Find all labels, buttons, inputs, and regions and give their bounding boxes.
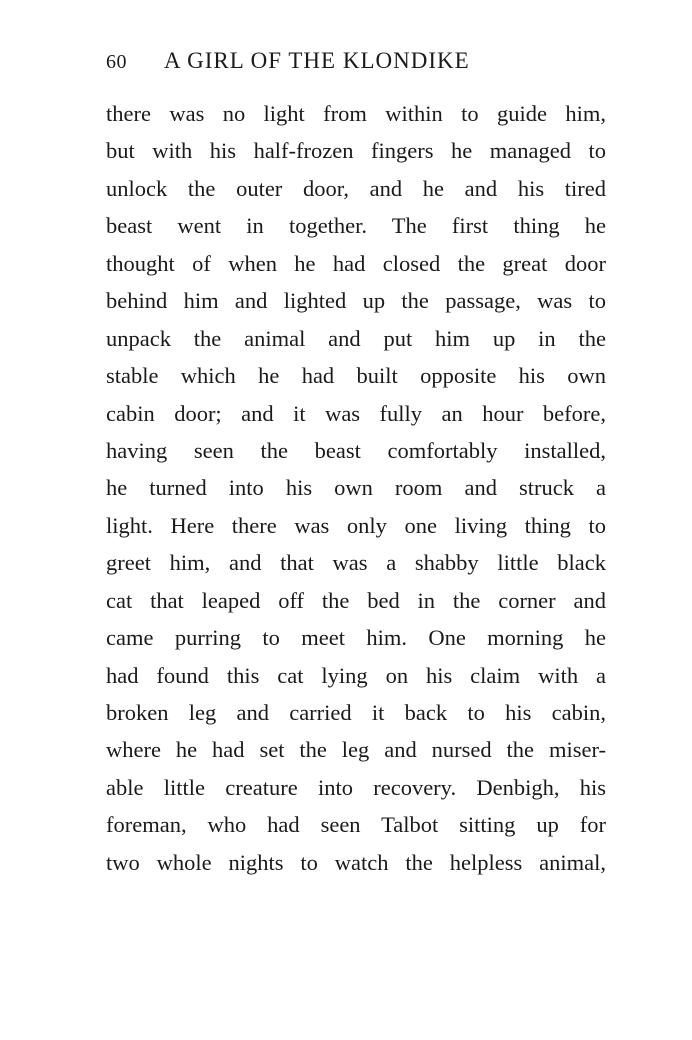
text-line: able little creature into recovery. Denbigh, his <box>106 774 606 800</box>
text-line: unlock the outer door, and he and his tired <box>106 175 606 201</box>
body-text <box>106 95 606 881</box>
text-line: greet him, and that was a shabby little black <box>106 550 606 576</box>
text-line: light. Here there was only one living thing to <box>106 512 606 538</box>
text-line: broken leg and carried it back to his cabin, <box>106 700 606 725</box>
running-head <box>106 48 606 78</box>
page-number: 60 <box>106 51 127 73</box>
text-line: thought of when he had closed the great door <box>106 250 606 276</box>
text-line: he turned into his own room and struck a <box>106 475 606 501</box>
text-line: had found this cat lying on his claim with a <box>106 662 606 688</box>
text-line: unpack the animal and put him up in the <box>106 325 606 351</box>
text-line: came purring to meet him. One morning he <box>106 625 606 651</box>
text-line: stable which he had built opposite his own <box>106 363 606 389</box>
book-title: A GIRL OF THE KLONDIKE <box>164 48 470 73</box>
text-line: foreman, who had seen Talbot sitting up for <box>106 812 606 838</box>
text-line: behind him and lighted up the passage, was to <box>106 288 606 314</box>
text-line: two whole nights to watch the helpless animal, <box>106 849 606 875</box>
text-line: beast went in together. The first thing he <box>106 213 606 239</box>
text-line: having seen the beast comfortably installed, <box>106 437 606 463</box>
text-line: cat that leaped off the bed in the corner and <box>106 587 606 613</box>
text-line: there was no light from within to guide him, <box>106 101 606 126</box>
text-line: where he had set the leg and nursed the miser- <box>106 737 606 763</box>
text-line: cabin door; and it was fully an hour before, <box>106 400 606 426</box>
text-line: but with his half-frozen fingers he managed to <box>106 138 606 164</box>
